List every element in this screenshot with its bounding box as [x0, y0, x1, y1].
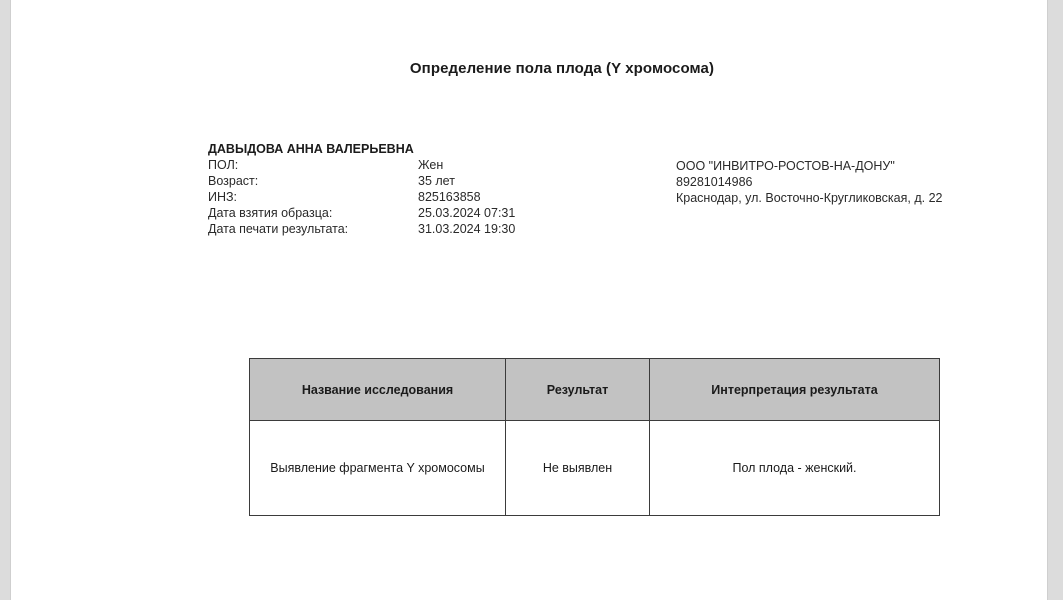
- table-header-result: Результат: [506, 359, 650, 421]
- patient-label-sample-date: Дата взятия образца:: [208, 206, 333, 220]
- results-table: [249, 358, 940, 516]
- patient-info-row-inz: [208, 189, 568, 205]
- patient-value-inz: 825163858: [418, 190, 481, 204]
- cell-interpretation: Пол плода - женский.: [650, 421, 940, 516]
- patient-value-print-date: 31.03.2024 19:30: [418, 222, 516, 236]
- patient-label-inz: ИНЗ:: [208, 190, 238, 204]
- patient-info-row-sample-date: [208, 205, 568, 221]
- patient-value-sample-date: 25.03.2024 07:31: [418, 206, 516, 220]
- table-row: [250, 421, 940, 516]
- table-header-interpretation: Интерпретация результата: [650, 359, 940, 421]
- patient-label-print-date: Дата печати результата:: [208, 222, 349, 236]
- document-page: [11, 0, 1047, 600]
- patient-info-row-sex: [208, 157, 568, 173]
- patient-label-sex: ПОЛ:: [208, 158, 239, 172]
- patient-info-row-print-date: [208, 221, 568, 237]
- table-header-row: [250, 359, 940, 421]
- patient-info-row-age: [208, 173, 568, 189]
- cell-test-name: Выявление фрагмента Y хромосомы: [250, 421, 506, 516]
- page-title: Определение пола плода (Y хромосома): [409, 60, 715, 77]
- laboratory-info-block: [676, 158, 1016, 206]
- lab-address: Краснодар, ул. Восточно-Кругликовская, д. 22: [676, 191, 943, 205]
- patient-value-age: 35 лет: [418, 174, 455, 188]
- lab-phone: 89281014986: [676, 175, 753, 189]
- patient-name: ДАВЫДОВА АННА ВАЛЕРЬЕВНА: [208, 142, 414, 156]
- lab-organization: ООО "ИНВИТРО-РОСТОВ-НА-ДОНУ": [676, 159, 895, 173]
- table-header-test-name: Название исследования: [250, 359, 506, 421]
- patient-value-sex: Жен: [418, 158, 444, 172]
- patient-info-block: [208, 141, 568, 237]
- cell-result: Не выявлен: [506, 421, 650, 516]
- patient-label-age: Возраст:: [208, 174, 259, 188]
